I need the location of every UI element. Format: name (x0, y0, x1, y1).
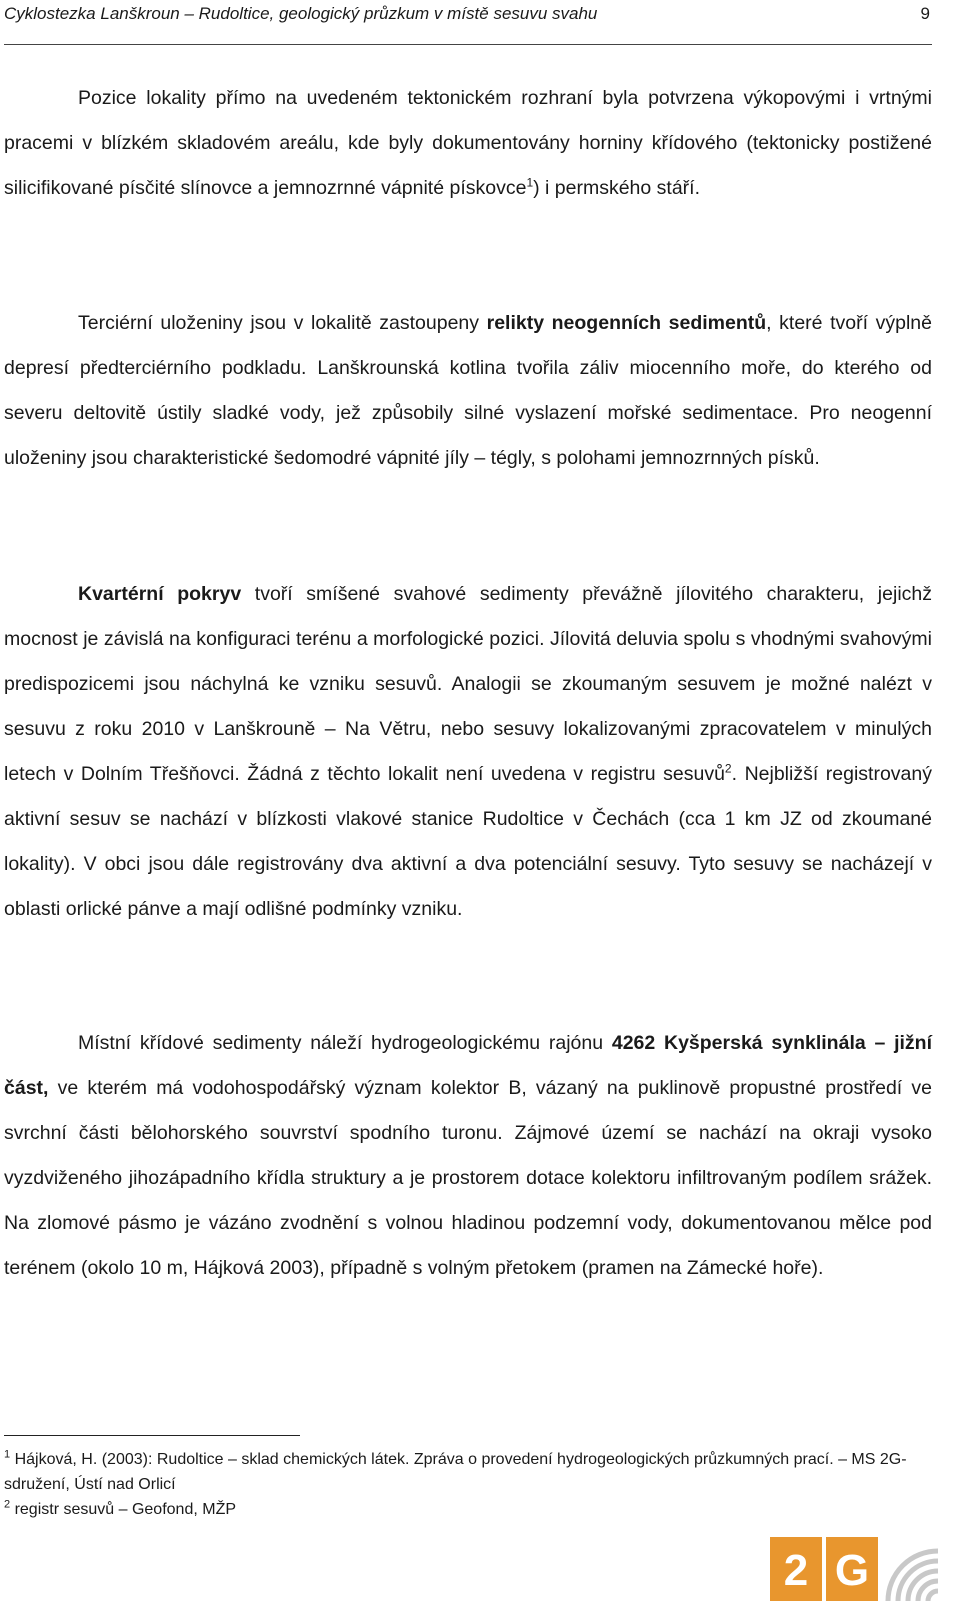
footnotes (4, 1447, 932, 1522)
company-logo (770, 1535, 950, 1605)
paragraph-quaternary: Kvartérní pokryv tvoří smíšené svahové sedimenty převážně jílovitého charakteru, jejichž mocnost je závislá na konfiguraci terénu a morfologické pozici. Jílovitá deluvia spolu s vhodnými svahovými predispozicemi jsou náchylná ke vzniku sesuvů. Analogii se zkoumaným sesuvem je možné nalézt v sesuvu z roku 2010 v Lanškrouně – Na Větru, nebo sesuvy lokalizovanými zpracovatelem v minulých letech v Dolním Třešňovci. Žádná z těchto lokalit není uvedena v registru sesuvů$^2$. Nejbližší registrovaný aktivní sesuv se nachází v blízkosti vlakové stanice Rudoltice v Čechách (cca 1 km JZ od zkoumané lokality). V obci jsou dále registrovány dva aktivní a dva potenciální sesuvy. Tyto sesuvy se nacházejí v oblasti orlické pánve a mají odlišné podmínky vzniku. (4, 583, 932, 920)
svg-text:G: G (834, 1546, 870, 1595)
footnote-separator (4, 1435, 300, 1436)
svg-text:2: 2 (783, 1546, 809, 1595)
page-header (4, 2, 932, 45)
paragraph-tectonic: Pozice lokality přímo na uvedeném tektonickém rozhraní byla potvrzena výkopovými i vrtnými pracemi v blízkém skladovém areálu, kde byly dokumentovány horniny křídového (tektonicky postižené silicifikované písčité slínovce a jemnozrnné vápnité pískovce$^1$) i permského stáří. (4, 87, 932, 199)
page-number: 9 (920, 4, 930, 23)
footnote-2: $^2$ registr sesuvů – Geofond, MŽP (4, 1498, 237, 1518)
footnote-ref-1[interactable]: 1 (526, 175, 534, 190)
paragraph-tertiary: Terciérní uloženiny jsou v lokalitě zastoupeny relikty neogenních sedimentů, které tvoří výplně depresí předterciérního podkladu. Lanškrounská kotlina tvořila záliv miocenního moře, do kterého od severu deltovitě ústily sladké vody, jež způsobily silné vyslazení mořské sedimentace. Pro neogenní uloženiny jsou charakteristické šedomodré vápnité jíly – tégly, s polohami jemnozrnných písků. (4, 312, 932, 469)
footnote-1: $^1$ Hájková, H. (2003): Rudoltice – sklad chemických látek. Zpráva o provedení hydrogeologických průzkumných prací. – MS 2G-sdružení, Ústí nad Orlicí (4, 1448, 907, 1493)
footnote-ref-2[interactable]: 2 (724, 761, 732, 776)
document-title: Cyklostezka Lanškroun – Rudoltice, geologický průzkum v místě sesuvu svahu (4, 4, 598, 23)
paragraph-hydrogeology: Místní křídové sedimenty náleží hydrogeologickému rajónu 4262 Kyšperská synklinála – jižní část, ve kterém má vodohospodářský význam kolektor B, vázaný na puklinově propustné prostředí ve svrchní části bělohorského souvrství spodního turonu. Zájmové území se nachází na okraji vysoko vyzdviženého jihozápadního křídla struktury a je prostorem dotace kolektoru infiltrovaným podílem srážek. Na zlomové pásmo je vázáno zvodnění s volnou hladinou podzemní vody, dokumentovanou mělce pod terénem (okolo 10 m, Hájková 2003), případně s volným přetokem (pramen na Zámecké hoře). (4, 1032, 932, 1279)
